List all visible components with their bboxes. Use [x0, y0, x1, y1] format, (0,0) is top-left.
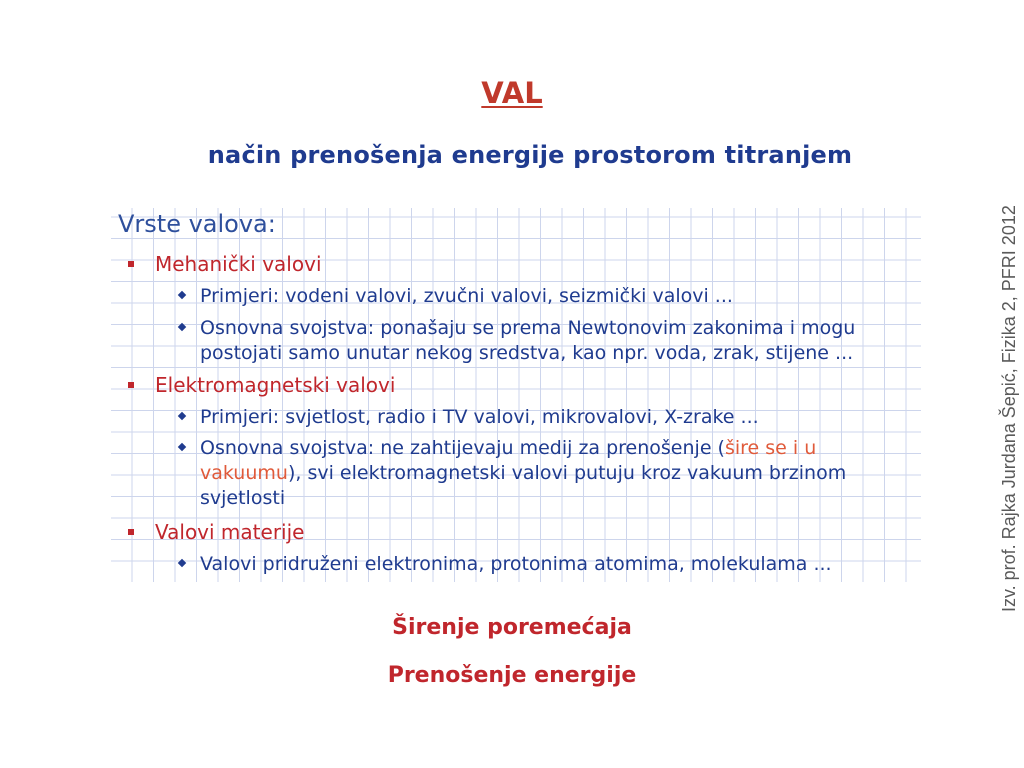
group-label: Valovi materije	[155, 520, 305, 544]
group-label: Mehanički valovi	[155, 252, 322, 276]
square-bullet-icon	[128, 382, 134, 388]
list-subitem	[179, 405, 921, 430]
highlight-text: šire se i u vakuumu	[200, 437, 817, 484]
subitem-text-start: Osnovna svojstva: ne zahtijevaju medij za prenošenje (	[200, 437, 725, 459]
list-subitem	[179, 316, 921, 366]
panel-heading: Vrste valova:	[118, 210, 276, 238]
list-item-matter	[128, 520, 304, 544]
square-bullet-icon	[128, 529, 134, 535]
subitem-text: Osnovna svojstva: ponašaju se prema Newtonovim zakonima i mogu postojati samo unutar nekog sredstva, kao npr. voda, zrak, stijene ...	[200, 317, 856, 364]
footer-line-1: Širenje poremećaja	[392, 615, 632, 640]
list-item-electromagnetic	[128, 373, 395, 397]
diamond-bullet-icon	[178, 443, 186, 451]
footer-line-2: Prenošenje energije	[387, 663, 637, 688]
subitem-text	[200, 436, 921, 511]
subitem-text: Primjeri: vodeni valovi, zvučni valovi, seizmički valovi ...	[200, 285, 733, 307]
group-label: Elektromagnetski valovi	[155, 373, 396, 397]
diamond-bullet-icon	[178, 323, 186, 331]
diamond-bullet-icon	[178, 412, 186, 420]
slide-subtitle: način prenošenja energije prostorom titranjem	[207, 141, 853, 169]
author-credit: Izv. prof. Rajka Jurdana Šepić, Fizika 2, PFRI 2012	[999, 205, 1019, 612]
subitem-text: Primjeri: svjetlost, radio i TV valovi, mikrovalovi, X-zrake ...	[200, 406, 759, 428]
diamond-bullet-icon	[178, 291, 186, 299]
subitem-text-end: ), svi elektromagnetski valovi putuju kroz vakuum brzinom svjetlosti	[200, 462, 847, 509]
wave-types-panel	[111, 208, 921, 582]
slide-title: VAL	[481, 76, 543, 110]
subitem-text: Valovi pridruženi elektronima, protonima atomima, molekulama ...	[200, 553, 832, 575]
square-bullet-icon	[128, 261, 134, 267]
list-item-mechanical	[128, 252, 322, 276]
list-subitem	[179, 284, 921, 309]
list-subitem	[179, 436, 921, 511]
list-subitem	[179, 552, 921, 577]
diamond-bullet-icon	[178, 559, 186, 567]
